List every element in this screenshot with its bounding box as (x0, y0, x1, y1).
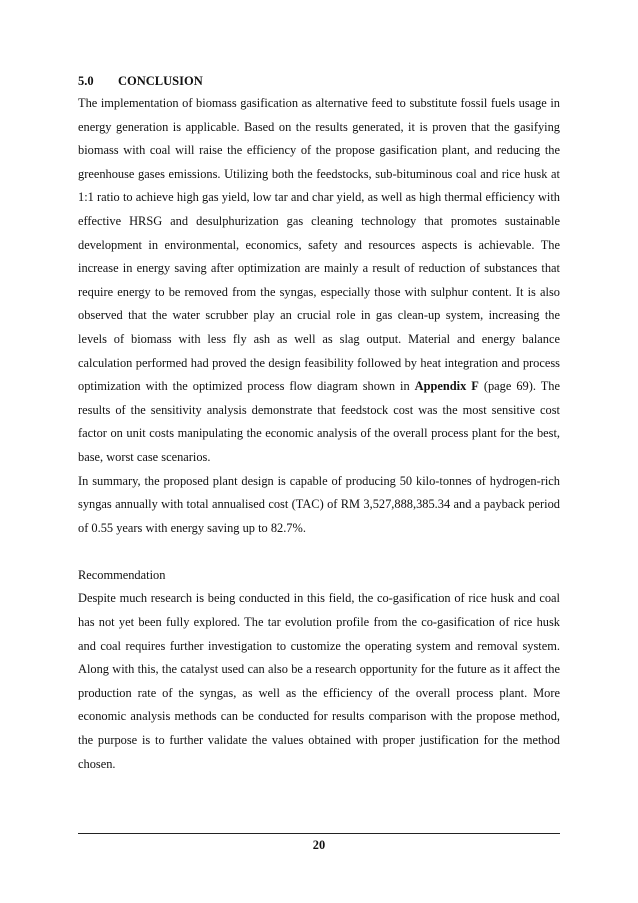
summary-paragraph: In summary, the proposed plant design is capable of producing 50 kilo-tonnes of hydrogen-rich syngas annually with total annualised cost (TAC) of RM 3,527,888,385.34 and a payback period of 0.55 years with energy saving up to 82.7%. (78, 473, 560, 535)
section-number: 5.0 (78, 74, 94, 88)
body-text (78, 92, 560, 776)
section-title: CONCLUSION (118, 74, 203, 88)
conclusion-paragraph (78, 92, 560, 470)
recommendation-paragraph: Despite much research is being conducted in this field, the co-gasification of rice husk and coal has not yet been fully explored. The tar evolution profile from the co-gasification of rice husk and coal requires further investigation to customize the operating system and removal system. Along with this, the catalyst used can also be a research opportunity for the future as it affect the production rate of the syngas, as well as the efficiency of the overall process plant. More economic analysis methods can be conducted for results comparison with the propose method, the purpose is to further validate the values obtained with proper justification for the method chosen. (78, 591, 560, 771)
footer-divider (78, 833, 560, 834)
page-number: 20 (312, 838, 326, 852)
recommendation-heading: Recommendation (78, 567, 166, 582)
paragraph-text-tail: (page 69). The results of the sensitivity analysis demonstrate that feedstock cost was the most sensitive cost factor on unit costs manipulating the economic analysis of the overall process plant for the best, base, worst case scenarios. (78, 379, 560, 464)
section-heading (78, 70, 203, 92)
appendix-reference: Appendix F (414, 379, 479, 394)
paragraph-text: The implementation of biomass gasification as alternative feed to substitute fossil fuels usage in energy generation is applicable. Based on the results generated, it is proven that the gasifying biomass with coal will raise the efficiency of the propose gasification plant, and reducing the greenhouse gases emissions. Utilizing both the feedstocks, sub-bituminous coal and rice husk at 1:1 ratio to achieve high gas yield, low tar and char yield, as well as high thermal efficiency with effective HRSG and desulphurization gas cleaning technology that promotes sustainable development in environmental, economics, safety and resources aspects is achievable. The increase in energy saving after optimization are mainly a result of reduction of substances that require energy to be removed from the syngas, especially those with sulphur content. It is also observed that the water scrubber play an crucial role in gas clean-up system, increasing the levels of biomass with less fly ash as well as slag output. Material and energy balance calculation performed had proved the design feasibility followed by heat integration and process optimization with the optimized process flow diagram shown in (78, 96, 560, 394)
